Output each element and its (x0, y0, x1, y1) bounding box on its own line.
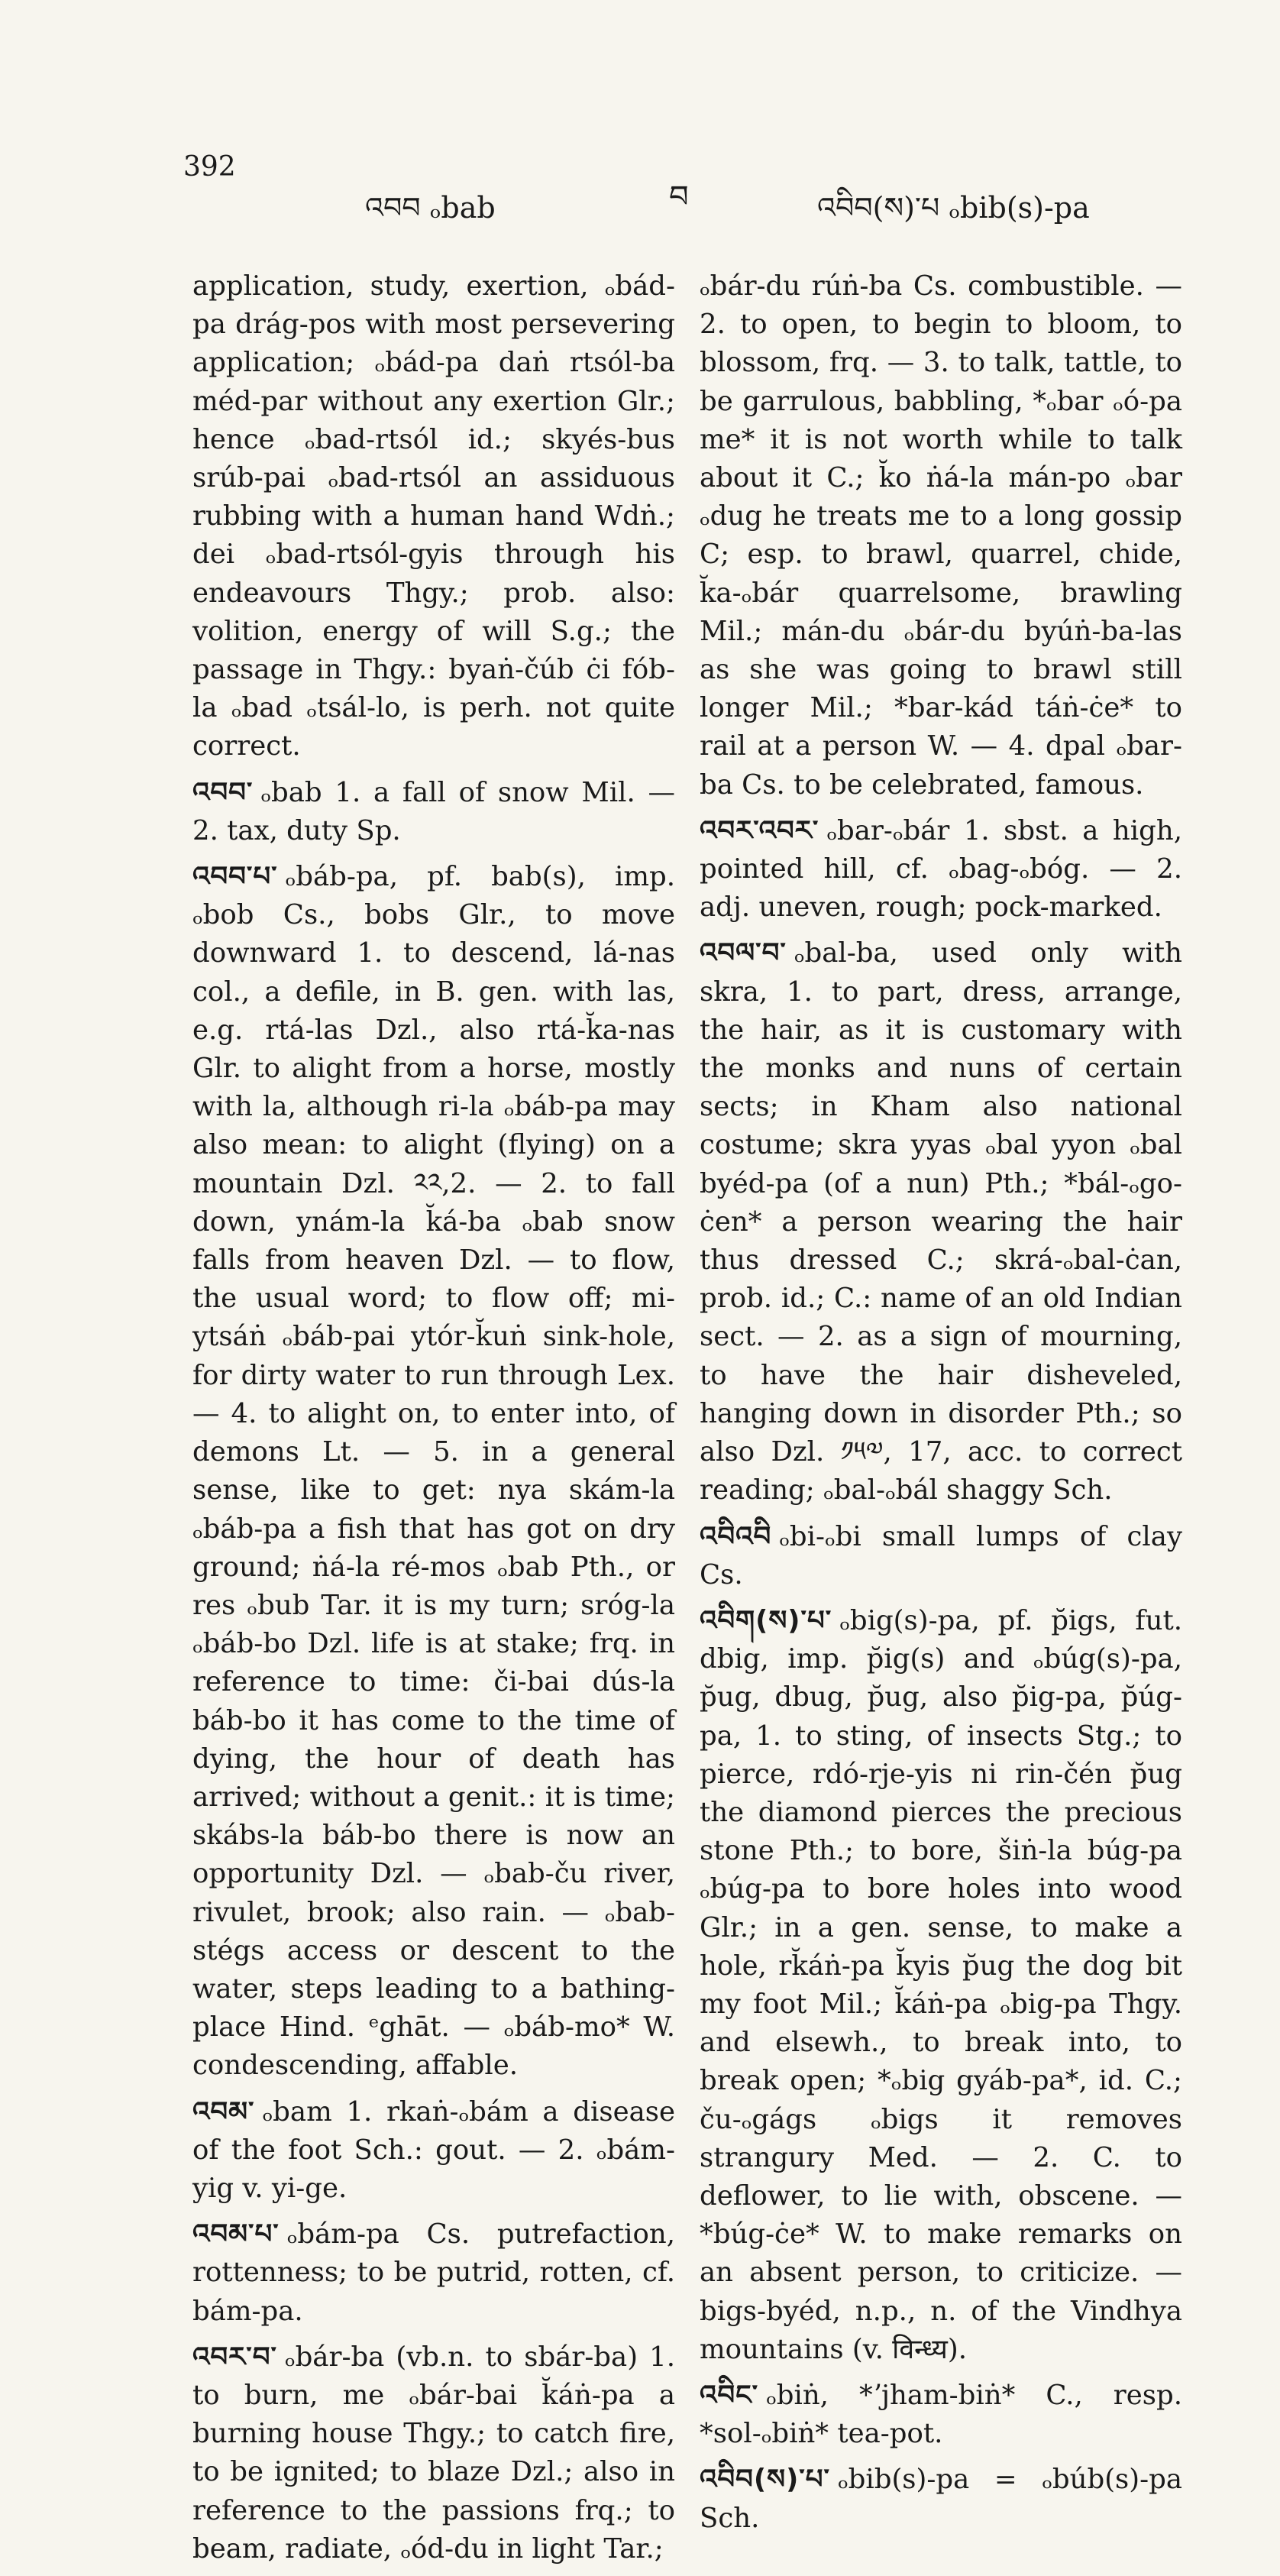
tibetan-headword: འབམ་པ་ (192, 2218, 280, 2251)
tibetan-headword: འབིབ(ས)་པ་ (700, 2464, 830, 2496)
dictionary-entry (192, 2338, 675, 2568)
dictionary-entry (700, 2461, 1182, 2537)
entry-text: ₒbam 1. rkaṅ-ₒbám a disease of the foot Sch.: gout. — 2. ₒbám-yig v. yi-ge. (192, 2095, 675, 2204)
entry-text: application, study, exertion, ₒbád-pa drág-pos with most persevering application; ₒbád-pa daṅ rtsól-ba méd-par without any exertion Glr.; hence ₒbad-rtsól id.; skyés-bus srúb-pai ₒbad-rtsól an assiduous rubbing with a human hand Wdṅ.; dei ₒbad-rtsól-gyis through his endeavours Thgy.; prob. also: volition, energy of will S.g.; the passage in Thgy.: byaṅ-čúb ċi fób-la ₒbad ₒtsál-lo, is perh. not quite correct. (192, 270, 675, 762)
tibetan-headword: འབར་བ་ (192, 2341, 277, 2373)
entry-text: ₒbal-ba, used only with skra, 1. to part, dress, arrange, the hair, as it is customary with the monks and nuns of certain sects; in Kham also national costume; skra yyas ₒbal yyon ₒbal byéd-pa (of a nun) Pth.; *bál-ₒgo-ċen* a person wearing the hair thus dressed C.; skrá-ₒbal-ċan, prob. id.; C.: name of an old Indian sect. — 2. as a sign of mourning, to have the hair disheveled, hanging down in disorder Pth.; so also Dzl. ༡༥༧, 17, acc. to correct reading; ₒbal-ₒbál shaggy Sch. (700, 937, 1182, 1506)
right-running-head: འབིབ(ས)་པ ₒbib(s)-pa (817, 191, 1090, 225)
entry-text: ₒbig(s)-pa, pf. p̆igs, fut. dbig, imp. p̆ig(s) and ₒbúg(s)-pa, p̆ug, dbug, p̆ug, also p̆ig-pa, p̆úg-pa, 1. to sting, of insects Stg.; to pierce, rdó-rje-yis ni rin-čén p̆ug the diamond pierces the precious stone Pth.; to bore, šiṅ-la búg-pa ₒbúg-pa to bore holes into wood Glr.; in a gen. sense, to make a hole, rk̆áṅ-pa k̆yis p̆ug the dog bit my foot Mil.; k̆áṅ-pa ₒbig-pa Thgy. and elsewh., to break into, to break open; *ₒbig gyáb-pa*, id. C.; ču-ₒgágs ₒbigs it removes strangury Med. — 2. C. to deflower, to lie with, obscene. — *búg-ċe* W. to make remarks on an absent person, to criticize. — bigs-byéd, n.p., n. of the Vindhya mountains (v. विन्ध्य). (700, 1604, 1182, 2365)
tibetan-headword: འབར་འབར་ (700, 814, 819, 846)
dictionary-entry (192, 858, 675, 2086)
entry-text: ₒbib(s)-pa = ₒbúb(s)-pa Sch. (700, 2464, 1182, 2534)
entry-text: ₒbar-ₒbár 1. sbst. a high, pointed hill, cf. ₒbag-ₒbóg. — 2. adj. uneven, rough; pock-marked. (700, 814, 1182, 924)
dictionary-entry (700, 267, 1182, 804)
entry-text: ₒbár-ba (vb.n. to sbár-ba) 1. to burn, me ₒbár-bai k̆áṅ-pa a burning house Thgy.; to catch fire, to be ignited; to blaze Dzl.; also in reference to the passions frq.; to beam, radiate, ₒód-du in light Tar.; (192, 2341, 675, 2565)
entry-text: ₒbáb-pa, pf. bab(s), imp. ₒbob Cs., bobs Glr., to move downward 1. to descend, lá-nas col., a defile, in B. gen. with las, e.g. rtá-las Dzl., also rtá-k̆a-nas Glr. to alight from a horse, mostly with la, although ri-la ₒbáb-pa may also mean: to alight (flying) on a mountain Dzl. ༢༢,2. — 2. to fall down, ynám-la k̆á-ba ₒbab snow falls from heaven Dzl. — to flow, the usual word; to flow off; mi-ytsáṅ ₒbáb-pai ytór-k̆uṅ sink-hole, for dirty water to run through Lex. — 4. to alight on, to enter into, of demons Lt. — 5. in a general sense, like to get: nya skám-la ₒbáb-pa a fish that has got on dry ground; ṅá-la ré-mos ₒbab Pth., or res ₒbub Tar. it is my turn; sróg-la ₒbáb-bo Dzl. life is at stake; frq. in reference to time: či-bai dús-la báb-bo it has come to the time of dying, the hour of death has arrived; without a genit.: it is time; skábs-la báb-bo there is now an opportunity Dzl. — ₒbab-ču river, rivulet, brook; also rain. — ₒbab-stégs access or descent to the water, steps leading to a bathing-place Hind. ᵉghāt. — ₒbáb-mo* W. condescending, affable. (192, 861, 675, 2082)
entry-text: ₒbár-du rúṅ-ba Cs. combustible. — 2. to open, to begin to bloom, to blossom, frq. — 3. to talk, tattle, to be garrulous, babbling, *ₒbar ₒó-pa me* it is not worth while to talk about it C.; k̆o ṅá-la mán-po ₒbar ₒdug he treats me to a long gossip C; esp. to brawl, quarrel, chide, k̆a-ₒbár quarrelsome, brawling Mil.; mán-du ₒbár-du byúṅ-ba-las as she was going to brawl still longer Mil.; *bar-kád táṅ-ċe* to rail at a person W. — 4. dpal ₒbar-ba Cs. to be celebrated, famous. (700, 270, 1182, 801)
dictionary-entry (700, 1602, 1182, 2369)
tibetan-headword: འབིང་ (700, 2379, 759, 2411)
right-column (700, 267, 1182, 2545)
dictionary-entry (700, 934, 1182, 1510)
tibetan-headword: འབིག(ས)་པ་ (700, 1604, 832, 1636)
tibetan-headword: འབལ་བ་ (700, 937, 787, 969)
tibetan-headword: འབབ་ (192, 776, 254, 808)
entry-text: ₒbi-ₒbi small lumps of clay Cs. (700, 1520, 1182, 1591)
dictionary-entry (192, 2093, 675, 2209)
tibetan-headword: འབིའབི (700, 1520, 772, 1552)
entry-text: ₒbab 1. a fall of snow Mil. — 2. tax, duty Sp. (192, 776, 675, 846)
entry-text: ₒbám-pa Cs. putrefaction, rottenness; to be putrid, rotten, cf. bám-pa. (192, 2218, 675, 2327)
dictionary-entry (700, 812, 1182, 927)
dictionary-entry (192, 2215, 675, 2331)
tibetan-headword: འབབ་པ་ (192, 861, 278, 893)
left-running-head: འབབ ₒbab (365, 191, 496, 225)
tibetan-headword: འབམ་ (192, 2095, 255, 2128)
dictionary-entry (700, 1518, 1182, 1594)
page-number: 392 (183, 151, 236, 183)
dictionary-entry (192, 267, 675, 766)
dictionary-entry (700, 2377, 1182, 2453)
entry-text: ₒbiṅ, *ʼjham-biṅ* C., resp. *sol-ₒbiṅ* tea-pot. (700, 2379, 1182, 2450)
center-letter: བ (669, 180, 689, 215)
dictionary-entry (192, 774, 675, 850)
left-column (192, 267, 675, 2576)
running-header (0, 0, 1280, 244)
